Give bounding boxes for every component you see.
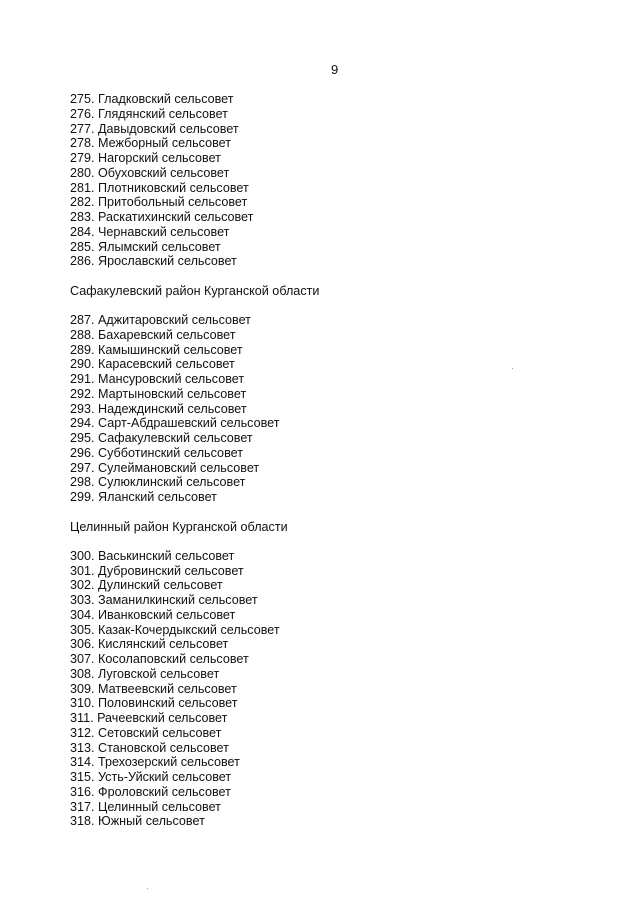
list-item: 311. Рачеевский сельсовет xyxy=(70,711,228,725)
list-item: 278. Межборный сельсовет xyxy=(70,136,231,151)
scan-speck xyxy=(147,888,148,889)
list-item: 299. Яланский сельсовет xyxy=(70,490,217,504)
list-item: 283. Раскатихинский сельсовет xyxy=(70,210,254,224)
list-item: 295. Сафакулевский сельсовет xyxy=(70,431,253,445)
list-item: 312. Сетовский сельсовет xyxy=(70,725,222,740)
list-item: 302. Дулинский сельсовет xyxy=(70,578,223,593)
list-item: 292. Мартыновский сельсовет xyxy=(70,386,247,401)
municipality-list-continued xyxy=(70,92,590,269)
list-item: 290. Карасевский сельсовет xyxy=(70,357,235,372)
list-item: 314. Трехозерский сельсовет xyxy=(70,755,240,770)
list-item: 288. Бахаревский сельсовет xyxy=(70,327,236,342)
list-item: 297. Сулеймановский сельсовет xyxy=(70,460,260,475)
list-item: 296. Субботинский сельсовет xyxy=(70,445,243,460)
list-item: 282. Притобольный сельсовет xyxy=(70,195,248,210)
list-item: 300. Васькинский сельсовет xyxy=(70,548,235,563)
list-item: 279. Нагорский сельсовет xyxy=(70,151,221,165)
municipality-list-tselinny xyxy=(70,549,590,829)
document-body xyxy=(70,92,590,829)
list-item: 275. Гладковский сельсовет xyxy=(70,92,234,106)
list-item: 303. Заманилкинский сельсовет xyxy=(70,593,258,607)
list-item: 309. Матвеевский сельсовет xyxy=(70,681,237,696)
list-item: 301. Дубровинский сельсовет xyxy=(70,563,244,578)
list-item: 317. Целинный сельсовет xyxy=(70,799,221,814)
list-item: 285. Ялымский сельсовет xyxy=(70,239,221,254)
list-item: 306. Кислянский сельсовет xyxy=(70,637,229,652)
list-item: 289. Камышинский сельсовет xyxy=(70,342,243,357)
list-item: 307. Косолаповский сельсовет xyxy=(70,652,249,666)
list-item: 280. Обуховский сельсовет xyxy=(70,165,230,180)
page-number: 9 xyxy=(331,62,339,77)
list-item: 316. Фроловский сельсовет xyxy=(70,784,231,799)
list-item: 313. Становской сельсовет xyxy=(70,740,229,755)
list-item: 304. Иванковский сельсовет xyxy=(70,607,236,622)
list-item: 305. Казак-Кочердыкский сельсовет xyxy=(70,622,280,637)
list-item: 315. Усть-Уйский сельсовет xyxy=(70,770,232,784)
list-item: 294. Сарт-Абдрашевский сельсовет xyxy=(70,416,280,431)
list-item: 276. Глядянский сельсовет xyxy=(70,106,228,121)
section-heading-tselinny: Целинный район Курганской области xyxy=(70,519,288,534)
list-item: 308. Луговской сельсовет xyxy=(70,666,220,681)
list-item: 310. Половинский сельсовет xyxy=(70,696,238,711)
list-item: 281. Плотниковский сельсовет xyxy=(70,180,249,195)
list-item: 286. Ярославский сельсовет xyxy=(70,254,237,269)
section-heading-safakulevsky: Сафакулевский район Курганской области xyxy=(70,284,320,298)
list-item: 291. Мансуровский сельсовет xyxy=(70,372,245,386)
municipality-list-safakulevsky xyxy=(70,313,590,505)
list-item: 277. Давыдовский сельсовет xyxy=(70,121,239,136)
list-item: 287. Аджитаровский сельсовет xyxy=(70,313,251,327)
list-item: 298. Сулюклинский сельсовет xyxy=(70,475,246,490)
scan-speck xyxy=(512,368,513,369)
list-item: 284. Чернавский сельсовет xyxy=(70,224,230,239)
list-item: 293. Надеждинский сельсовет xyxy=(70,401,247,416)
list-item: 318. Южный сельсовет xyxy=(70,814,205,829)
